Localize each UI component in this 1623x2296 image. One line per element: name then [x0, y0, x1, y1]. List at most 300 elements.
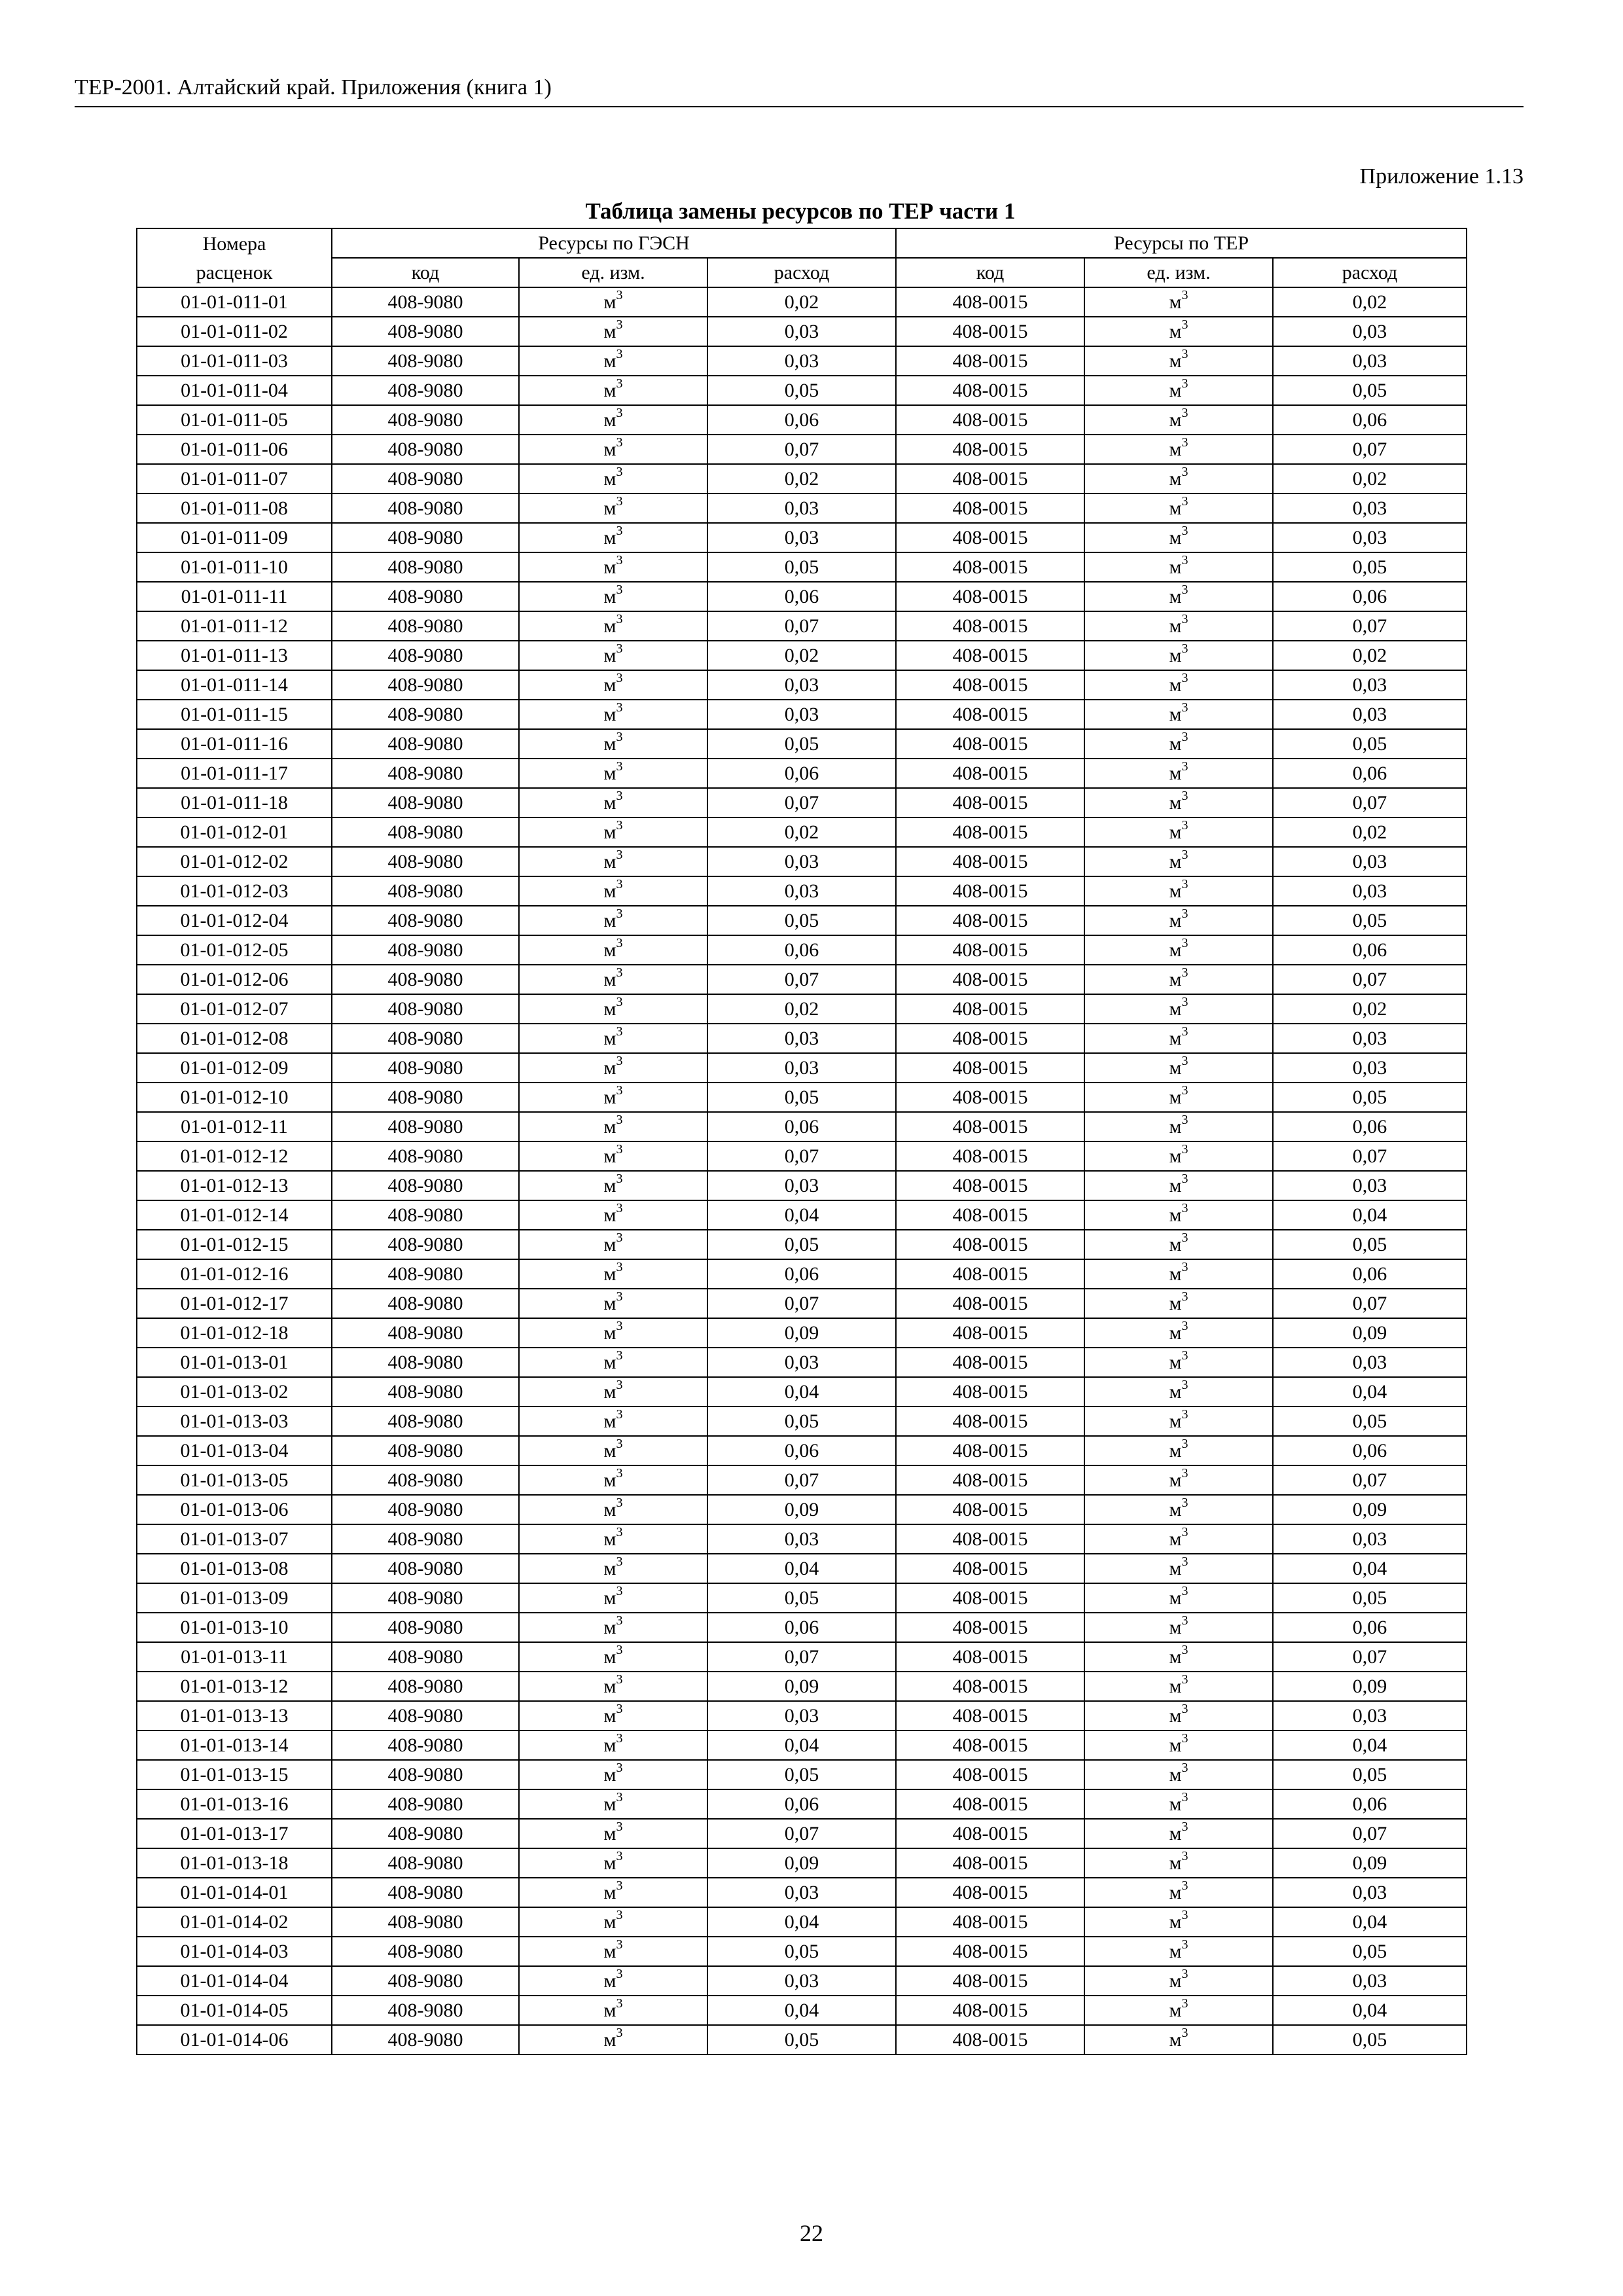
gesn-rate-cell: 0,05	[707, 2025, 896, 2054]
unit-exponent: 3	[616, 435, 623, 450]
unit-base: м	[603, 1941, 616, 1962]
ter-unit-cell	[1084, 1760, 1273, 1789]
gesn-code-cell: 408-9080	[332, 1289, 519, 1318]
unit-base: м	[603, 380, 616, 401]
unit-base: м	[603, 1116, 616, 1138]
unit-base: м	[603, 910, 616, 931]
ter-rate-cell: 0,04	[1273, 1200, 1467, 1230]
ter-rate-cell: 0,04	[1273, 1996, 1467, 2025]
unit-base: м	[603, 1293, 616, 1314]
gesn-code-cell: 408-9080	[332, 1848, 519, 1878]
table-row	[137, 1053, 1467, 1083]
table-row	[137, 1289, 1467, 1318]
ter-unit-cell	[1084, 876, 1273, 906]
unit-base: м	[1169, 1705, 1182, 1727]
gesn-rate-cell: 0,03	[707, 346, 896, 376]
table-row	[137, 405, 1467, 435]
ter-code-cell: 408-0015	[896, 1848, 1084, 1878]
gesn-code-cell: 408-9080	[332, 1760, 519, 1789]
ter-code-cell: 408-0015	[896, 1230, 1084, 1259]
group-gesn: Ресурсы по ГЭСН	[332, 228, 896, 258]
unit-base: м	[603, 1028, 616, 1049]
ter-rate-cell: 0,06	[1273, 405, 1467, 435]
unit-exponent: 3	[1181, 1820, 1188, 1834]
gesn-rate-cell: 0,04	[707, 1200, 896, 1230]
unit-base: м	[1169, 1587, 1182, 1609]
unit-exponent: 3	[616, 465, 623, 479]
unit-exponent: 3	[616, 1554, 623, 1569]
unit-base: м	[603, 733, 616, 755]
unit-exponent: 3	[616, 2026, 623, 2040]
rate-number-cell: 01-01-013-18	[137, 1848, 332, 1878]
unit-base: м	[1169, 1558, 1182, 1579]
unit-base: м	[1169, 792, 1182, 814]
gesn-rate-cell: 0,03	[707, 1053, 896, 1083]
gesn-code-cell: 408-9080	[332, 670, 519, 700]
unit-exponent: 3	[1181, 965, 1188, 980]
gesn-unit-cell	[519, 464, 707, 493]
rate-number-cell: 01-01-011-09	[137, 523, 332, 552]
unit-base: м	[1169, 1646, 1182, 1668]
gesn-unit-cell	[519, 1819, 707, 1848]
rate-number-cell: 01-01-011-08	[137, 493, 332, 523]
ter-code-cell: 408-0015	[896, 2025, 1084, 2054]
gesn-unit-cell	[519, 1289, 707, 1318]
ter-rate-cell: 0,09	[1273, 1318, 1467, 1348]
ter-rate-cell: 0,03	[1273, 1524, 1467, 1554]
gesn-unit-cell	[519, 493, 707, 523]
rate-number-cell: 01-01-012-15	[137, 1230, 332, 1259]
unit-base: м	[1169, 1528, 1182, 1550]
rate-number-cell: 01-01-012-16	[137, 1259, 332, 1289]
ter-rate-cell: 0,03	[1273, 847, 1467, 876]
rate-number-cell: 01-01-011-07	[137, 464, 332, 493]
gesn-rate-cell: 0,04	[707, 1731, 896, 1760]
ter-rate-cell: 0,03	[1273, 523, 1467, 552]
ter-unit-cell	[1084, 376, 1273, 405]
unit-exponent: 3	[616, 1230, 623, 1245]
ter-code-cell: 408-0015	[896, 1907, 1084, 1937]
unit-base: м	[603, 969, 616, 990]
ter-code-cell: 408-0015	[896, 759, 1084, 788]
gesn-rate-cell: 0,04	[707, 1996, 896, 2025]
gesn-unit-cell	[519, 317, 707, 346]
unit-base: м	[1169, 1352, 1182, 1373]
ter-unit-cell	[1084, 1789, 1273, 1819]
ter-unit-cell	[1084, 1848, 1273, 1878]
gesn-unit-cell	[519, 1583, 707, 1613]
ter-unit-cell	[1084, 1318, 1273, 1348]
gesn-code-cell: 408-9080	[332, 788, 519, 817]
ter-rate-cell: 0,05	[1273, 552, 1467, 582]
unit-exponent: 3	[1181, 848, 1188, 862]
table-row	[137, 876, 1467, 906]
unit-base: м	[603, 527, 616, 548]
unit-exponent: 3	[616, 965, 623, 980]
ter-code-cell: 408-0015	[896, 1819, 1084, 1848]
rate-number-cell: 01-01-012-07	[137, 994, 332, 1024]
ter-rate-cell: 0,03	[1273, 1878, 1467, 1907]
gesn-rate-cell: 0,06	[707, 1436, 896, 1465]
unit-exponent: 3	[616, 1466, 623, 1480]
ter-rate-cell: 0,06	[1273, 1259, 1467, 1289]
gesn-code-cell: 408-9080	[332, 552, 519, 582]
unit-base: м	[603, 1823, 616, 1844]
unit-base: м	[1169, 1469, 1182, 1491]
rate-number-cell: 01-01-012-14	[137, 1200, 332, 1230]
unit-exponent: 3	[1181, 2026, 1188, 2040]
ter-unit-cell	[1084, 847, 1273, 876]
unit-base: м	[603, 1970, 616, 1992]
rate-number-cell: 01-01-011-10	[137, 552, 332, 582]
unit-base: м	[603, 350, 616, 372]
ter-code-cell: 408-0015	[896, 906, 1084, 935]
ter-unit-cell	[1084, 759, 1273, 788]
table-row	[137, 1554, 1467, 1583]
unit-exponent: 3	[1181, 936, 1188, 950]
unit-exponent: 3	[616, 317, 623, 332]
ter-unit-cell	[1084, 552, 1273, 582]
gesn-unit-cell	[519, 1613, 707, 1642]
col-ter-code: код	[896, 258, 1084, 287]
unit-exponent: 3	[616, 1319, 623, 1333]
unit-base: м	[603, 939, 616, 961]
unit-exponent: 3	[616, 1731, 623, 1746]
ter-rate-cell: 0,04	[1273, 1907, 1467, 1937]
unit-exponent: 3	[1181, 641, 1188, 656]
ter-code-cell: 408-0015	[896, 1554, 1084, 1583]
unit-base: м	[603, 1410, 616, 1432]
unit-exponent: 3	[616, 1761, 623, 1775]
gesn-code-cell: 408-9080	[332, 1407, 519, 1436]
ter-rate-cell: 0,05	[1273, 1937, 1467, 1966]
gesn-rate-cell: 0,07	[707, 611, 896, 641]
unit-exponent: 3	[616, 376, 623, 391]
rate-number-cell: 01-01-013-04	[137, 1436, 332, 1465]
ter-code-cell: 408-0015	[896, 552, 1084, 582]
unit-exponent: 3	[1181, 583, 1188, 597]
gesn-unit-cell	[519, 788, 707, 817]
gesn-unit-cell	[519, 287, 707, 317]
unit-exponent: 3	[616, 995, 623, 1009]
gesn-unit-cell	[519, 1407, 707, 1436]
gesn-rate-cell: 0,06	[707, 1613, 896, 1642]
unit-exponent: 3	[1181, 1643, 1188, 1657]
gesn-code-cell: 408-9080	[332, 876, 519, 906]
ter-rate-cell: 0,03	[1273, 876, 1467, 906]
ter-unit-cell	[1084, 1377, 1273, 1407]
ter-unit-cell	[1084, 670, 1273, 700]
ter-rate-cell: 0,06	[1273, 1436, 1467, 1465]
unit-base: м	[1169, 1263, 1182, 1285]
gesn-code-cell: 408-9080	[332, 1348, 519, 1377]
ter-rate-cell: 0,03	[1273, 1701, 1467, 1731]
rate-number-cell: 01-01-011-05	[137, 405, 332, 435]
gesn-code-cell: 408-9080	[332, 1731, 519, 1760]
col-gesn-rate: расход	[707, 258, 896, 287]
unit-base: м	[603, 1263, 616, 1285]
ter-code-cell: 408-0015	[896, 1289, 1084, 1318]
unit-exponent: 3	[1181, 1761, 1188, 1775]
rate-number-cell: 01-01-013-09	[137, 1583, 332, 1613]
gesn-rate-cell: 0,05	[707, 552, 896, 582]
unit-exponent: 3	[1181, 1496, 1188, 1510]
rate-number-cell: 01-01-012-11	[137, 1112, 332, 1141]
unit-exponent: 3	[616, 1967, 623, 1981]
ter-rate-cell: 0,07	[1273, 1141, 1467, 1171]
gesn-unit-cell	[519, 1554, 707, 1583]
gesn-rate-cell: 0,06	[707, 759, 896, 788]
unit-exponent: 3	[616, 818, 623, 833]
gesn-rate-cell: 0,09	[707, 1495, 896, 1524]
ter-code-cell: 408-0015	[896, 1937, 1084, 1966]
ter-rate-cell: 0,06	[1273, 1613, 1467, 1642]
gesn-rate-cell: 0,05	[707, 729, 896, 759]
unit-exponent: 3	[1181, 1525, 1188, 1539]
unit-base: м	[1169, 1941, 1182, 1962]
rate-number-cell: 01-01-012-05	[137, 935, 332, 965]
gesn-rate-cell: 0,02	[707, 287, 896, 317]
gesn-rate-cell: 0,07	[707, 788, 896, 817]
rate-number-cell: 01-01-013-13	[137, 1701, 332, 1731]
unit-exponent: 3	[1181, 789, 1188, 803]
ter-rate-cell: 0,07	[1273, 965, 1467, 994]
table-row	[137, 1848, 1467, 1878]
unit-exponent: 3	[616, 1672, 623, 1687]
rate-number-cell: 01-01-013-03	[137, 1407, 332, 1436]
ter-code-cell: 408-0015	[896, 1731, 1084, 1760]
unit-exponent: 3	[1181, 1348, 1188, 1363]
ter-code-cell: 408-0015	[896, 1878, 1084, 1907]
gesn-rate-cell: 0,04	[707, 1377, 896, 1407]
rate-number-cell: 01-01-012-01	[137, 817, 332, 847]
gesn-unit-cell	[519, 1524, 707, 1554]
unit-base: м	[603, 1352, 616, 1373]
gesn-unit-cell	[519, 876, 707, 906]
table-row	[137, 1760, 1467, 1789]
unit-base: м	[603, 704, 616, 725]
ter-code-cell: 408-0015	[896, 965, 1084, 994]
table-row	[137, 1171, 1467, 1200]
ter-rate-cell: 0,07	[1273, 435, 1467, 464]
unit-exponent: 3	[1181, 465, 1188, 479]
gesn-unit-cell	[519, 1937, 707, 1966]
unit-base: м	[1169, 1086, 1182, 1108]
gesn-code-cell: 408-9080	[332, 1937, 519, 1966]
gesn-code-cell: 408-9080	[332, 759, 519, 788]
gesn-rate-cell: 0,06	[707, 935, 896, 965]
unit-base: м	[1169, 1970, 1182, 1992]
unit-exponent: 3	[1181, 288, 1188, 302]
gesn-rate-cell: 0,07	[707, 435, 896, 464]
unit-exponent: 3	[616, 1643, 623, 1657]
gesn-code-cell: 408-9080	[332, 906, 519, 935]
ter-code-cell: 408-0015	[896, 1583, 1084, 1613]
ter-unit-cell	[1084, 788, 1273, 817]
unit-base: м	[603, 1734, 616, 1756]
table-row	[137, 1937, 1467, 1966]
gesn-code-cell: 408-9080	[332, 1053, 519, 1083]
table-row	[137, 641, 1467, 670]
unit-exponent: 3	[1181, 1289, 1188, 1304]
gesn-rate-cell: 0,02	[707, 994, 896, 1024]
unit-base: м	[1169, 1852, 1182, 1874]
gesn-unit-cell	[519, 1200, 707, 1230]
unit-exponent: 3	[1181, 730, 1188, 744]
gesn-code-cell: 408-9080	[332, 376, 519, 405]
gesn-code-cell: 408-9080	[332, 2025, 519, 2054]
ter-unit-cell	[1084, 2025, 1273, 2054]
gesn-rate-cell: 0,06	[707, 405, 896, 435]
unit-exponent: 3	[1181, 524, 1188, 538]
ter-unit-cell	[1084, 641, 1273, 670]
unit-base: м	[603, 1381, 616, 1403]
ter-unit-cell	[1084, 1465, 1273, 1495]
gesn-code-cell: 408-9080	[332, 1672, 519, 1701]
ter-unit-cell	[1084, 1407, 1273, 1436]
unit-base: м	[603, 1793, 616, 1815]
table-row	[137, 552, 1467, 582]
ter-unit-cell	[1084, 1907, 1273, 1937]
gesn-code-cell: 408-9080	[332, 1171, 519, 1200]
ter-rate-cell: 0,03	[1273, 317, 1467, 346]
unit-base: м	[603, 1646, 616, 1668]
unit-exponent: 3	[616, 1378, 623, 1392]
gesn-rate-cell: 0,02	[707, 641, 896, 670]
gesn-code-cell: 408-9080	[332, 1377, 519, 1407]
unit-exponent: 3	[1181, 1790, 1188, 1804]
gesn-code-cell: 408-9080	[332, 1701, 519, 1731]
gesn-unit-cell	[519, 376, 707, 405]
gesn-unit-cell	[519, 1112, 707, 1141]
table-row	[137, 611, 1467, 641]
gesn-rate-cell: 0,06	[707, 582, 896, 611]
unit-exponent: 3	[616, 1820, 623, 1834]
table-header	[137, 228, 1467, 287]
table-row	[137, 1613, 1467, 1642]
rate-number-cell: 01-01-011-03	[137, 346, 332, 376]
ter-code-cell: 408-0015	[896, 1348, 1084, 1377]
unit-exponent: 3	[616, 1702, 623, 1716]
gesn-rate-cell: 0,03	[707, 317, 896, 346]
gesn-code-cell: 408-9080	[332, 1083, 519, 1112]
ter-code-cell: 408-0015	[896, 1495, 1084, 1524]
ter-code-cell: 408-0015	[896, 1672, 1084, 1701]
gesn-rate-cell: 0,02	[707, 464, 896, 493]
unit-base: м	[603, 1234, 616, 1255]
gesn-unit-cell	[519, 1083, 707, 1112]
gesn-code-cell: 408-9080	[332, 1112, 519, 1141]
unit-base: м	[603, 1175, 616, 1196]
ter-unit-cell	[1084, 1937, 1273, 1966]
rate-number-cell: 01-01-013-10	[137, 1613, 332, 1642]
unit-exponent: 3	[1181, 1554, 1188, 1569]
ter-unit-cell	[1084, 1348, 1273, 1377]
unit-base: м	[603, 645, 616, 666]
table-row	[137, 1524, 1467, 1554]
unit-exponent: 3	[616, 1289, 623, 1304]
ter-unit-cell	[1084, 1524, 1273, 1554]
unit-exponent: 3	[1181, 435, 1188, 450]
unit-exponent: 3	[616, 1260, 623, 1274]
unit-exponent: 3	[616, 1496, 623, 1510]
table-row	[137, 1259, 1467, 1289]
gesn-code-cell: 408-9080	[332, 1996, 519, 2025]
unit-base: м	[1169, 1882, 1182, 1903]
rate-number-cell: 01-01-013-12	[137, 1672, 332, 1701]
gesn-rate-cell: 0,05	[707, 1230, 896, 1259]
unit-base: м	[1169, 674, 1182, 696]
unit-base: м	[1169, 1676, 1182, 1697]
unit-exponent: 3	[1181, 376, 1188, 391]
unit-exponent: 3	[616, 877, 623, 891]
unit-base: м	[603, 2000, 616, 2021]
unit-base: м	[603, 1882, 616, 1903]
gesn-rate-cell: 0,03	[707, 1878, 896, 1907]
unit-exponent: 3	[616, 1437, 623, 1451]
unit-base: м	[1169, 527, 1182, 548]
unit-exponent: 3	[1181, 1142, 1188, 1157]
gesn-rate-cell: 0,09	[707, 1672, 896, 1701]
ter-rate-cell: 0,02	[1273, 994, 1467, 1024]
gesn-unit-cell	[519, 729, 707, 759]
col-gesn-code: код	[332, 258, 519, 287]
unit-exponent: 3	[616, 347, 623, 361]
gesn-code-cell: 408-9080	[332, 1642, 519, 1672]
table-row	[137, 670, 1467, 700]
unit-base: м	[603, 291, 616, 313]
ter-rate-cell: 0,06	[1273, 759, 1467, 788]
ter-code-cell: 408-0015	[896, 376, 1084, 405]
ter-rate-cell: 0,02	[1273, 287, 1467, 317]
gesn-rate-cell: 0,03	[707, 523, 896, 552]
unit-exponent: 3	[616, 612, 623, 626]
unit-exponent: 3	[1181, 1878, 1188, 1893]
unit-base: м	[1169, 2029, 1182, 2051]
table-row	[137, 464, 1467, 493]
col-ter-rate: расход	[1273, 258, 1467, 287]
header-row-groups	[137, 228, 1467, 258]
unit-exponent: 3	[1181, 995, 1188, 1009]
ter-code-cell: 408-0015	[896, 1112, 1084, 1141]
unit-exponent: 3	[1181, 1672, 1188, 1687]
gesn-unit-cell	[519, 1731, 707, 1760]
unit-base: м	[603, 1911, 616, 1933]
rate-number-cell: 01-01-012-12	[137, 1141, 332, 1171]
table-row	[137, 1819, 1467, 1848]
unit-base: м	[603, 1499, 616, 1520]
ter-rate-cell: 0,05	[1273, 1230, 1467, 1259]
ter-unit-cell	[1084, 994, 1273, 1024]
unit-base: м	[1169, 350, 1182, 372]
unit-base: м	[1169, 380, 1182, 401]
unit-exponent: 3	[616, 1584, 623, 1598]
gesn-code-cell: 408-9080	[332, 1024, 519, 1053]
ter-unit-cell	[1084, 1613, 1273, 1642]
table-title: Таблица замены ресурсов по ТЕР части 1	[585, 198, 1016, 224]
ter-code-cell: 408-0015	[896, 1524, 1084, 1554]
rate-number-cell: 01-01-012-02	[137, 847, 332, 876]
gesn-unit-cell	[519, 1436, 707, 1465]
gesn-unit-cell	[519, 1642, 707, 1672]
ter-code-cell: 408-0015	[896, 582, 1084, 611]
unit-base: м	[1169, 1234, 1182, 1255]
gesn-rate-cell: 0,05	[707, 1937, 896, 1966]
ter-unit-cell	[1084, 1230, 1273, 1259]
unit-exponent: 3	[1181, 1230, 1188, 1245]
unit-exponent: 3	[616, 1849, 623, 1863]
gesn-rate-cell: 0,02	[707, 817, 896, 847]
